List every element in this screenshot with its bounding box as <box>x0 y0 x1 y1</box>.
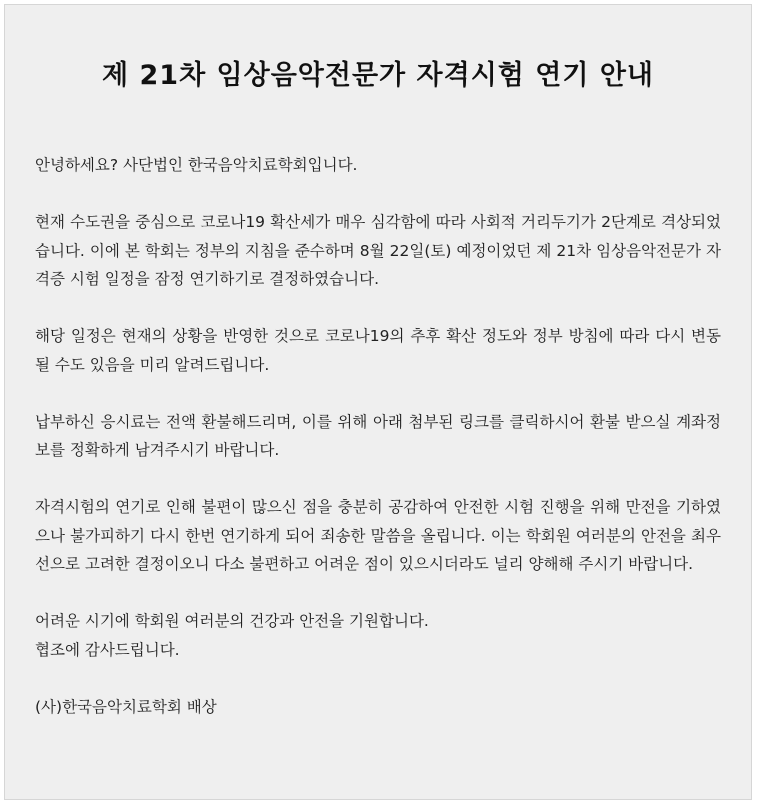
closing-wish-line: 어려운 시기에 학회원 여러분의 건강과 안전을 기원합니다. <box>35 612 429 630</box>
notice-document <box>4 4 752 800</box>
closing-thanks-line: 협조에 감사드립니다. <box>35 640 180 659</box>
notice-body <box>35 151 721 721</box>
apology-paragraph: 자격시험의 연기로 인해 불편이 많으신 점을 충분히 공감하여 안전한 시험 진행을 위해 만전을 기하였으나 불가피하기 다시 한번 연기하게 되어 죄송한 말씀을 올립니다. 이는 학회원 여러분의 안전을 최우선으로 고려한 결정이오니 다소 불편하고 어려운 점이 있으시더라도 널리 양해해 주시기 바랍니다. <box>35 498 721 573</box>
schedule-change-paragraph: 해당 일정은 현재의 상황을 반영한 것으로 코로나19의 추후 확산 정도와 정부 방침에 따라 다시 변동될 수도 있음을 미리 알려드립니다. <box>35 327 721 374</box>
postpone-paragraph: 현재 수도권을 중심으로 코로나19 확산세가 매우 심각함에 따라 사회적 거리두기가 2단계로 격상되었습니다. 이에 본 학회는 정부의 지침을 준수하며 8월 22일(토) 예정이었던 제 21차 임상음악전문가 자격증 시험 일정을 잠정 연기하기로 결정하였습니다. <box>35 213 721 288</box>
signature-line: (사)한국음악치료학회 배상 <box>35 697 217 716</box>
refund-paragraph: 납부하신 응시료는 전액 환불해드리며, 이를 위해 아래 첨부된 링크를 클릭하시어 환불 받으실 계좌정보를 정확하게 남겨주시기 바랍니다. <box>35 412 721 459</box>
notice-title: 제 21차 임상음악전문가 자격시험 연기 안내 <box>102 60 654 91</box>
greeting-paragraph: 안녕하세요? 사단법인 한국음악치료학회입니다. <box>35 156 358 174</box>
